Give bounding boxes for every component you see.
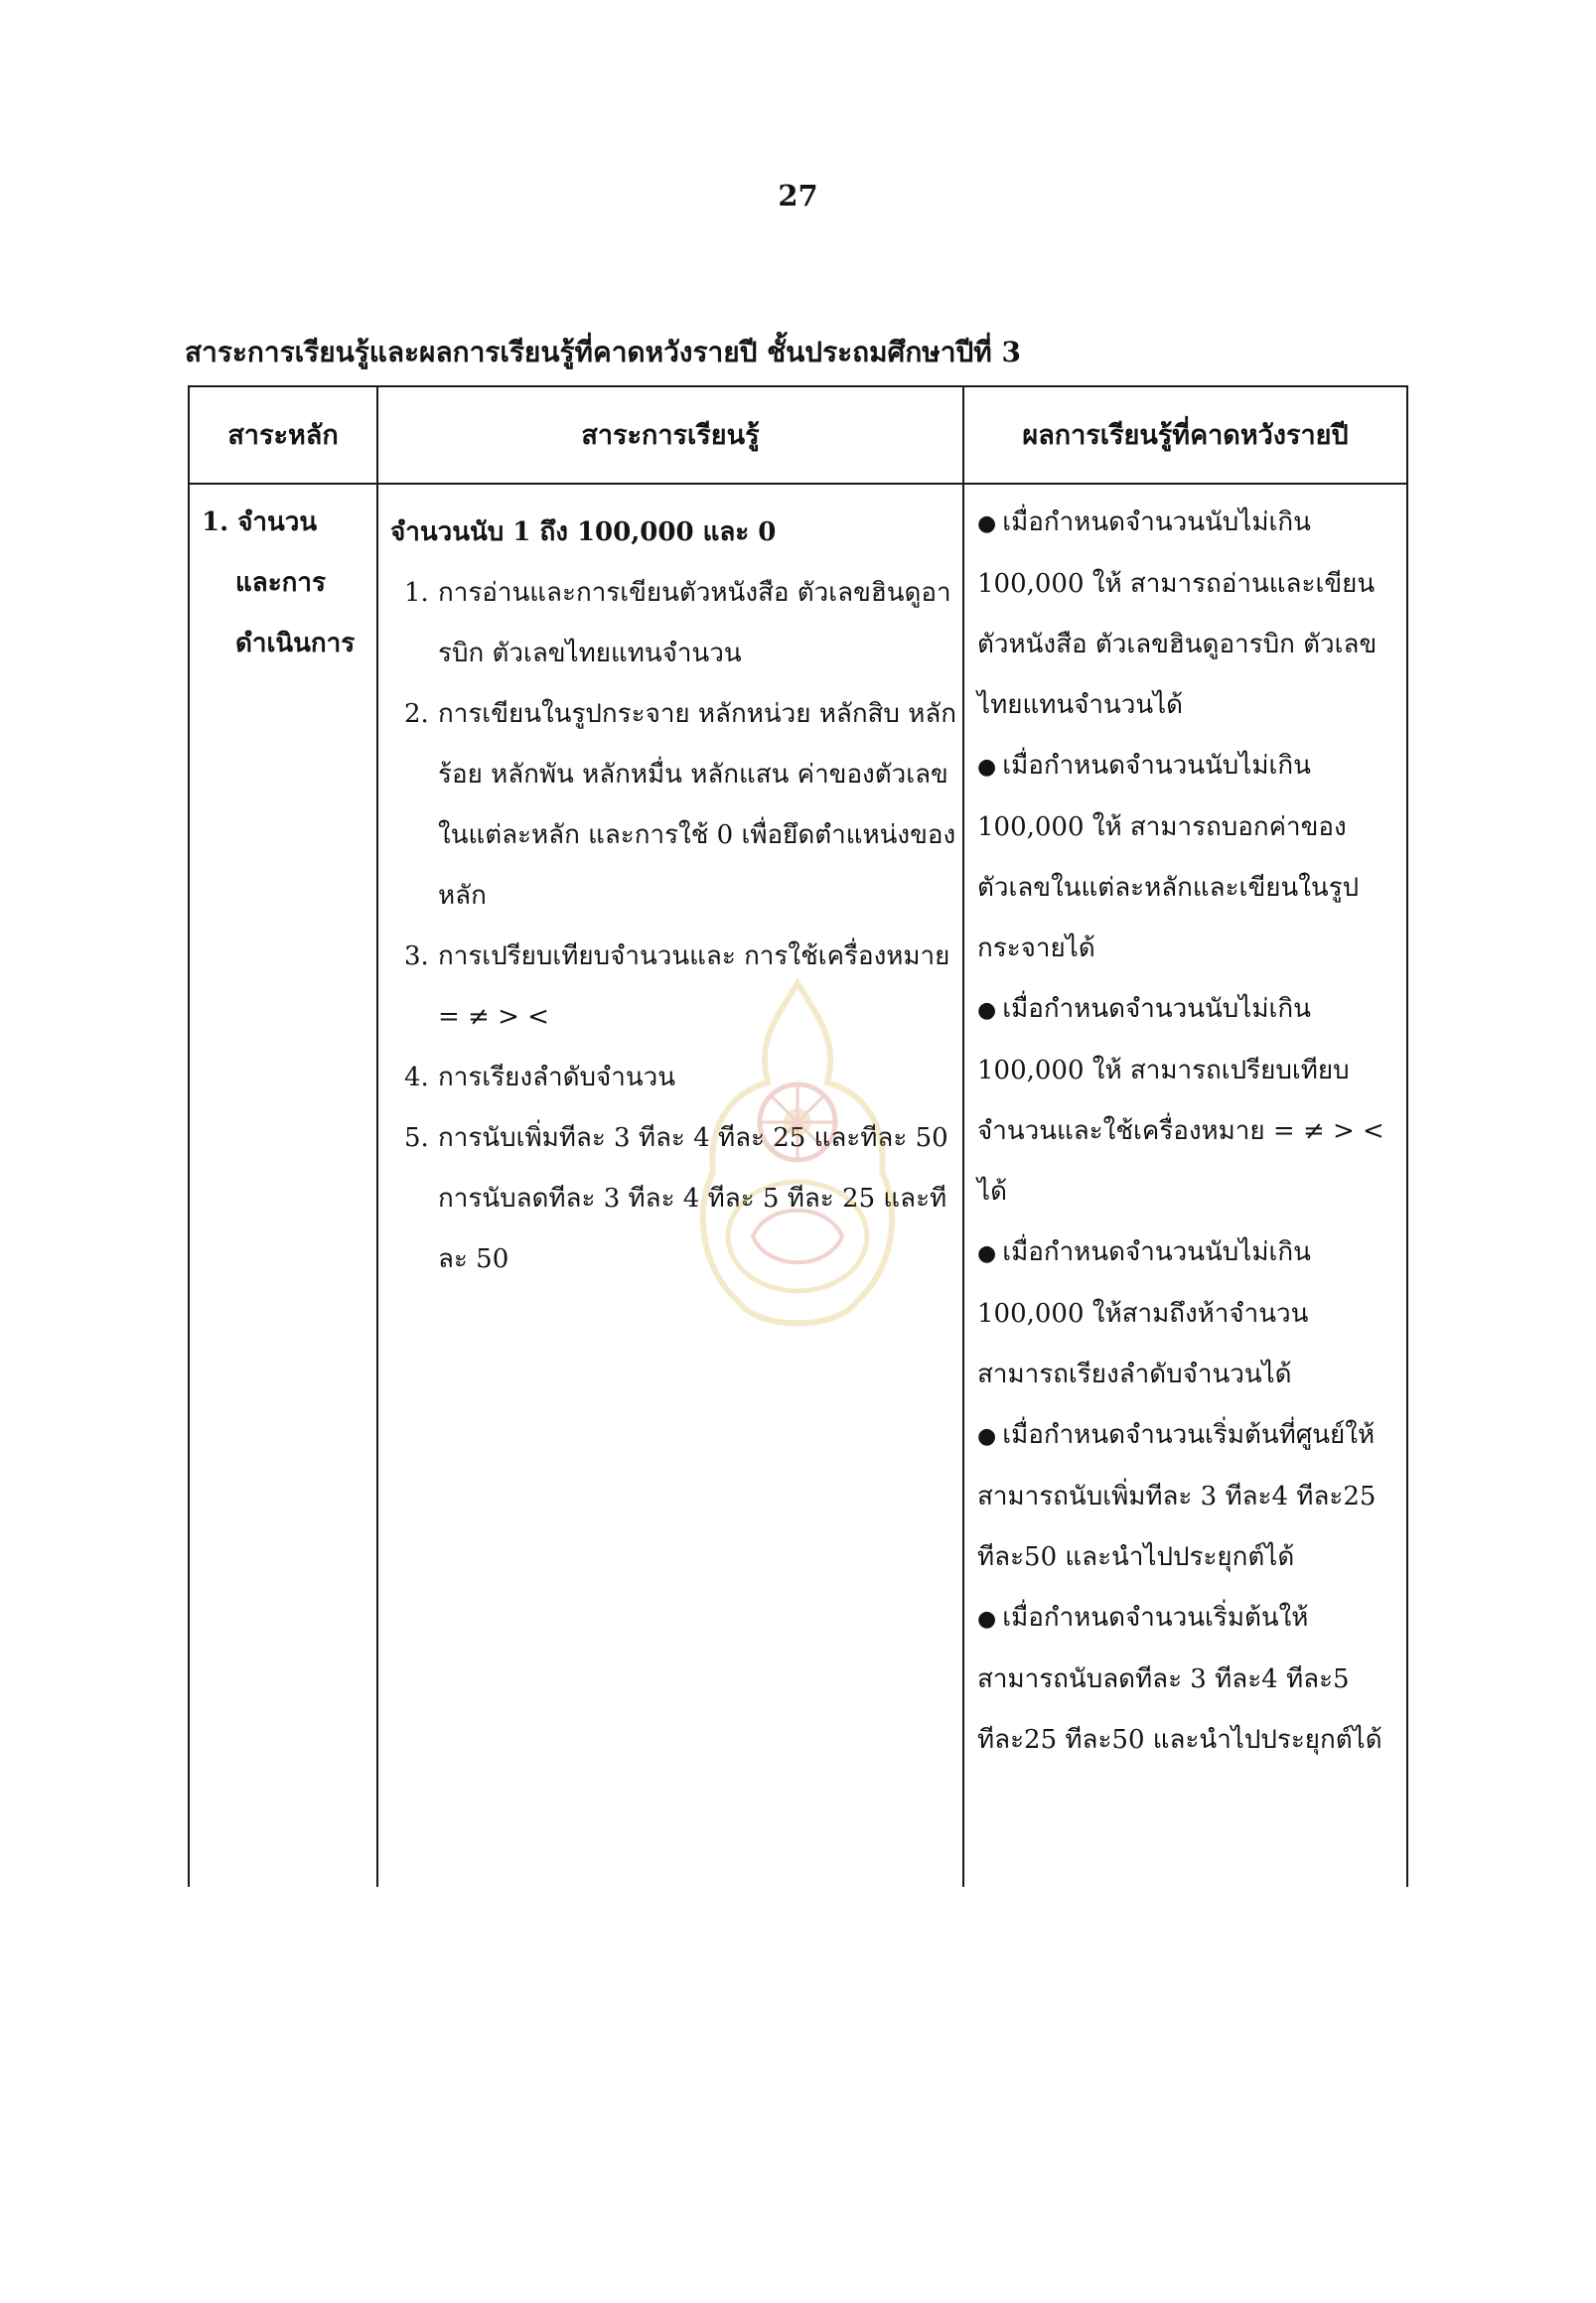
list-item-text: การเรียงลำดับจำนวน [438, 1063, 675, 1092]
bullet-icon: ● [977, 1241, 997, 1266]
header-bottom-border [188, 483, 1408, 485]
list-item [390, 1048, 956, 1108]
table-left-border [188, 385, 190, 1887]
content-list [390, 563, 956, 1290]
outcome-item [977, 1405, 1404, 1588]
page-number: 27 [778, 179, 818, 213]
bullet-icon: ● [977, 1424, 997, 1449]
outcome-text: เมื่อกำหนดจำนวนนับไม่เกิน 100,000 ให้ สามารถอ่านและเขียนตัวหนังสือ ตัวเลขฮินดูอารบิก ตัวเลขไทยแทนจำนวนได้ [977, 507, 1378, 720]
outcome-item [977, 979, 1404, 1223]
list-number: 5. [404, 1123, 429, 1153]
list-item [390, 563, 956, 684]
list-item [390, 1108, 956, 1290]
expected-outcomes-cell [977, 493, 1404, 1771]
outcome-text: เมื่อกำหนดจำนวนนับไม่เกิน 100,000 ให้ สามารถเปรียบเทียบจำนวนและใช้เครื่องหมาย = ≠ > < ได้ [977, 994, 1384, 1207]
document-title: สาระการเรียนรู้และผลการเรียนรู้ที่คาดหวังรายปี ชั้นประถมศึกษาปีที่ 3 [185, 336, 1021, 368]
learning-content-cell [390, 503, 956, 1290]
topic-line: 1. จำนวน [202, 507, 318, 537]
list-number: 3. [404, 941, 429, 971]
header-expected-outcomes: ผลการเรียนรู้ที่คาดหวังรายปี [1022, 419, 1349, 451]
list-item-text: การเขียนในรูปกระจาย หลักหน่วย หลักสิบ หลักร้อย หลักพัน หลักหมื่น หลักแสน ค่าของตัวเลขในแต่ละหลัก และการใช้ 0 เพื่อยึดตำแหน่งของหลัก [438, 699, 957, 911]
list-item [390, 927, 956, 1048]
table-right-border [1406, 385, 1408, 1887]
bullet-icon: ● [977, 998, 997, 1023]
header-core-topic: สาระหลัก [227, 419, 339, 451]
outcome-item [977, 1588, 1404, 1771]
column-divider-2 [962, 385, 964, 1887]
list-number: 2. [404, 699, 429, 729]
list-item [390, 684, 956, 927]
core-topic-cell [202, 493, 370, 674]
outcome-text: เมื่อกำหนดจำนวนเริ่มต้นให้ สามารถนับลดทีละ 3 ทีละ4 ทีละ5 ทีละ25 ทีละ50 และนำไปประยุกต์ได้ [977, 1603, 1382, 1755]
list-number: 4. [404, 1063, 429, 1092]
list-item-text: การเปรียบเทียบจำนวนและ การใช้เครื่องหมาย = ≠ > < [438, 941, 950, 1032]
bullet-icon: ● [977, 1607, 997, 1632]
outcome-text: เมื่อกำหนดจำนวนนับไม่เกิน 100,000 ให้สามถึงห้าจำนวน สามารถเรียงลำดับจำนวนได้ [977, 1237, 1311, 1389]
header-learning-content: สาระการเรียนรู้ [581, 419, 760, 451]
list-number: 1. [404, 578, 429, 608]
list-item-text: การอ่านและการเขียนตัวหนังสือ ตัวเลขฮินดูอารบิก ตัวเลขไทยแทนจำนวน [438, 578, 951, 668]
outcome-item [977, 736, 1404, 979]
topic-line: ดำเนินการ [235, 629, 356, 658]
column-divider-1 [376, 385, 378, 1887]
outcome-text: เมื่อกำหนดจำนวนนับไม่เกิน 100,000 ให้ สามารถบอกค่าของตัวเลขในแต่ละหลักและเขียนในรูปกระจายได้ [977, 751, 1360, 963]
outcome-text: เมื่อกำหนดจำนวนเริ่มต้นที่ศูนย์ให้ สามารถนับเพิ่มทีละ 3 ทีละ4 ทีละ25 ทีละ50 และนำไปประยุกต์ได้ [977, 1420, 1377, 1572]
curriculum-table [188, 385, 1408, 1887]
outcome-item [977, 493, 1404, 736]
list-item-text: การนับเพิ่มทีละ 3 ทีละ 4 ทีละ 25 และทีละ 50 การนับลดทีละ 3 ทีละ 4 ทีละ 5 ทีละ 25 และทีละ 50 [438, 1123, 948, 1274]
bullet-icon: ● [977, 511, 997, 536]
outcome-item [977, 1223, 1404, 1405]
topic-line: และการ [235, 568, 326, 598]
bullet-icon: ● [977, 755, 997, 780]
section-heading: จำนวนนับ 1 ถึง 100,000 และ 0 [390, 517, 777, 547]
